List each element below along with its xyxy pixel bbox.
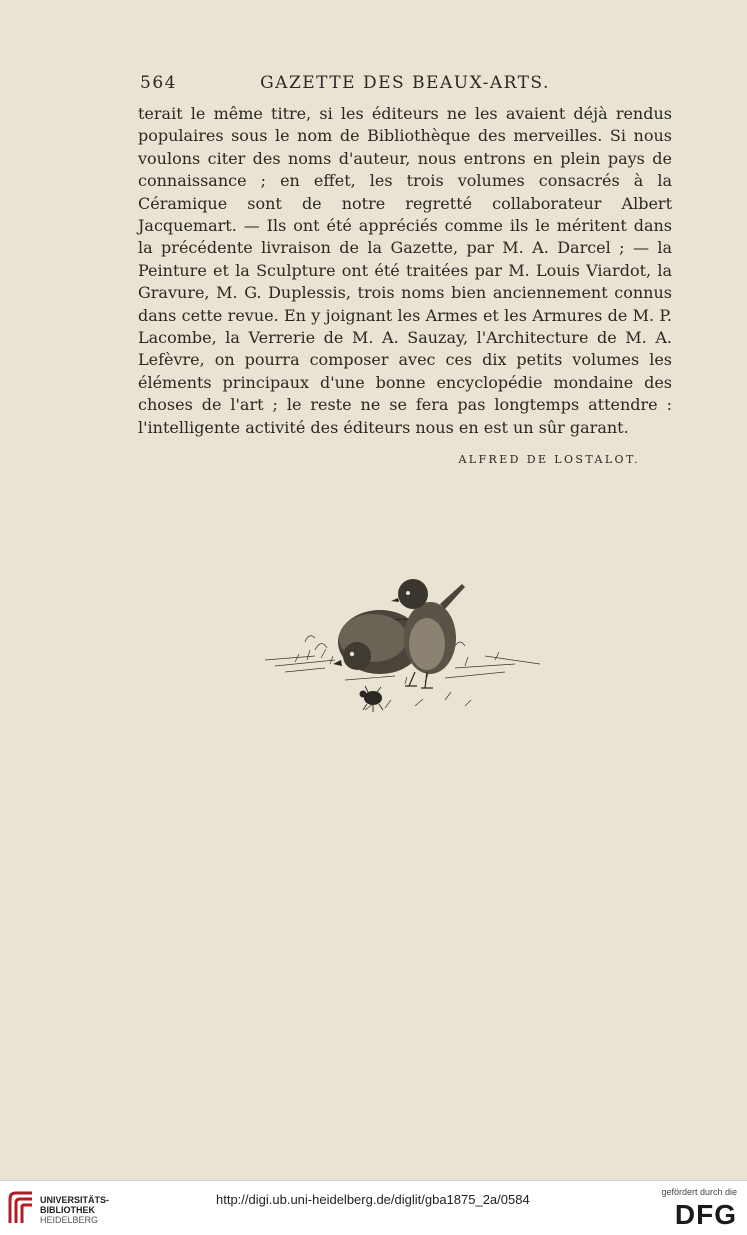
page-number: 564 [140,73,177,93]
library-name-line-3: HEIDELBERG [40,1215,99,1225]
funding-note: gefördert durch die [661,1187,737,1197]
library-name [40,1195,109,1225]
bird-vignette-illustration [255,560,555,730]
funding-credit [661,1187,737,1231]
digitization-footer [0,1180,747,1235]
library-name-line-2: BIBLIOTHEK [40,1205,95,1215]
article-body [138,103,672,439]
permalink-url[interactable]: http://digi.ub.uni-heidelberg.de/diglit/gba1875_2a/0584 [216,1192,530,1207]
dfg-logo[interactable]: DFG [674,1199,737,1230]
bleed-through-shadow [140,825,680,1035]
library-name-line-1: UNIVERSITÄTS- [40,1195,110,1205]
author-signature: ALFRED DE LOSTALOT. [458,453,640,466]
journal-title: GAZETTE DES BEAUX-ARTS. [260,73,550,93]
article-paragraph: terait le même titre, si les éditeurs ne les avaient déjà rendus populaires sous le nom de Bibliothèque des merveilles. Si nous voulons citer des noms d'auteur, nous entrons en plein pays de connaissance ; en effet, les trois volumes consacrés à la Céramique sont de notre regretté collaborateur Albert Jacquemart. — Ils ont été appréciés comme ils le méritent dans la précédente livraison de la Gazette, par M. A. Darcel ; — la Peinture et la Sculpture ont été traitées par M. Louis Viardot, la Gravure, M. G. Duplessis, trois noms bien anciennement connus dans cette revue. En y joignant les Armes et les Armures de M. P. Lacombe, la Verrerie de M. A. Sauzay, l'Architecture de M. A. Lefèvre, on pourra composer avec ces dix petits volumes les éléments principaux d'une bonne encyclopédie mondaine des choses de l'art ; le reste ne se fera pas longtemps attendre : l'intelligente activité des éditeurs nous en est un sûr garant. [138,104,672,437]
library-logo[interactable] [8,1191,128,1227]
beetle-icon [360,686,384,712]
library-emblem-icon [8,1191,34,1225]
running-header [140,73,670,97]
